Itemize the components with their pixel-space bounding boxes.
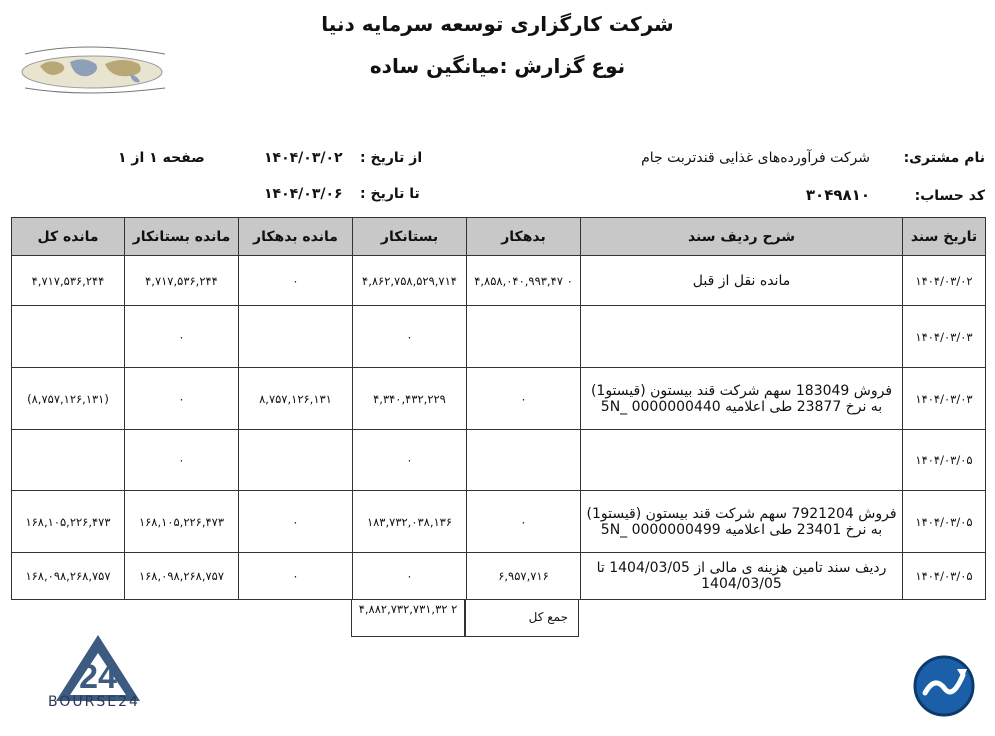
cell-description: فروش 7921204 سهم شرکت قند بیستون (قیستو1) به نرخ 23401 طی اعلامیه 5N_ 0000000499: [581, 491, 903, 553]
cell-total-balance: [12, 306, 125, 368]
customer-value: شرکت فرآورده‌های غذایی قندتربت جام: [641, 150, 870, 166]
header-description: شرح ردیف سند: [581, 218, 903, 256]
cell-debit-balance: [239, 306, 353, 368]
report-type-title: نوع گزارش :میانگین ساده: [369, 54, 626, 78]
cell-date: ۱۴۰۴/۰۳/۰۳: [903, 368, 986, 430]
cell-debit: [467, 430, 581, 491]
cell-total-balance: ۱۶۸,۰۹۸,۲۶۸,۷۵۷: [12, 553, 125, 600]
to-date-label: تا تاریخ :: [360, 186, 420, 202]
cell-debit-balance: ۰: [239, 553, 353, 600]
cell-debit: ۴,۸۵۸,۰۴۰,۹۹۳,۴۷ ۰: [467, 256, 581, 306]
cell-credit: ۱۸۳,۷۳۲,۰۳۸,۱۳۶: [353, 491, 467, 553]
table-row: [12, 306, 986, 368]
header-credit: بستانکار: [353, 218, 467, 256]
cell-date: ۱۴۰۴/۰۳/۰۳: [903, 306, 986, 368]
cell-debit-balance: ۰: [239, 256, 353, 306]
total-divider: [351, 599, 352, 637]
table-row: [12, 553, 986, 600]
cell-credit-balance: ۱۶۸,۱۰۵,۲۲۶,۴۷۳: [125, 491, 239, 553]
cell-credit-balance: ۴,۷۱۷,۵۳۶,۲۴۴: [125, 256, 239, 306]
cell-date: ۱۴۰۴/۰۳/۰۵: [903, 553, 986, 600]
cell-credit-balance: ۰: [125, 368, 239, 430]
header-debit: بدهکار: [467, 218, 581, 256]
cell-description: مانده نقل از قبل: [581, 256, 903, 306]
header-credit-balance: مانده بستانکار: [125, 218, 239, 256]
company-logo: [10, 44, 175, 94]
total-label-cell: [465, 599, 579, 637]
table-row: [12, 368, 986, 430]
cell-credit: ۰: [353, 306, 467, 368]
cell-description: فروش 183049 سهم شرکت قند بیستون (قیستو1) به نرخ 23877 طی اعلامیه 5N_ 0000000440: [581, 368, 903, 430]
total-debit: ۴,۸۸۲,۷۳۲,۷۳۱,۳۲ ۲: [351, 599, 465, 637]
table-row: [12, 256, 986, 306]
cell-total-balance: ۴,۷۱۷,۵۳۶,۲۴۴: [12, 256, 125, 306]
account-label: کد حساب:: [914, 188, 985, 204]
from-date-label: از تاریخ :: [360, 150, 423, 166]
cell-credit: ۴,۳۴۰,۴۳۲,۲۲۹: [353, 368, 467, 430]
total-label: جمع کل: [528, 610, 568, 624]
cell-credit: ۰: [353, 430, 467, 491]
header-total-balance: مانده کل: [12, 218, 125, 256]
header-debit-balance: مانده بدهکار: [239, 218, 353, 256]
brand-name: BOURSE24: [48, 694, 140, 710]
cell-credit: ۴,۸۶۲,۷۵۸,۵۲۹,۷۱۴: [353, 256, 467, 306]
cell-debit-balance: [239, 430, 353, 491]
cell-date: ۱۴۰۴/۰۳/۰۵: [903, 430, 986, 491]
customer-label: نام مشتری:: [903, 150, 985, 166]
cell-debit: ۶,۹۵۷,۷۱۶: [467, 553, 581, 600]
table-row: [12, 491, 986, 553]
brand-circle-logo: [913, 655, 975, 717]
table-row: [12, 430, 986, 491]
cell-debit: ۰: [467, 491, 581, 553]
cell-debit: ۰: [467, 368, 581, 430]
cell-debit: [467, 306, 581, 368]
cell-total-balance: (۸,۷۵۷,۱۲۶,۱۳۱): [12, 368, 125, 430]
cell-credit-balance: ۰: [125, 430, 239, 491]
cell-description: ردیف سند تامین هزینه ی مالی از 1404/03/05 تا 1404/03/05: [581, 553, 903, 600]
cell-credit-balance: ۰: [125, 306, 239, 368]
cell-debit-balance: ۰: [239, 491, 353, 553]
cell-date: ۱۴۰۴/۰۳/۰۵: [903, 491, 986, 553]
header-date: تاریخ سند: [903, 218, 986, 256]
cell-credit-balance: ۱۶۸,۰۹۸,۲۶۸,۷۵۷: [125, 553, 239, 600]
company-title: شرکت کارگزاری توسعه سرمایه دنیا: [321, 12, 674, 36]
cell-description: [581, 306, 903, 368]
cell-credit: ۰: [353, 553, 467, 600]
cell-debit-balance: ۸,۷۵۷,۱۲۶,۱۳۱: [239, 368, 353, 430]
report-table: [11, 217, 986, 600]
from-date-value: ۱۴۰۴/۰۳/۰۲: [264, 150, 343, 166]
cell-total-balance: ۱۶۸,۱۰۵,۲۲۶,۴۷۳: [12, 491, 125, 553]
table-header-row: [12, 218, 986, 256]
cell-date: ۱۴۰۴/۰۳/۰۲: [903, 256, 986, 306]
cell-description: [581, 430, 903, 491]
to-date-value: ۱۴۰۴/۰۳/۰۶: [264, 186, 343, 202]
svg-text:24: 24: [79, 658, 117, 696]
page-indicator: صفحه ۱ از ۱: [118, 150, 205, 166]
cell-total-balance: [12, 430, 125, 491]
account-value: ۳۰۴۹۸۱۰: [805, 186, 870, 204]
